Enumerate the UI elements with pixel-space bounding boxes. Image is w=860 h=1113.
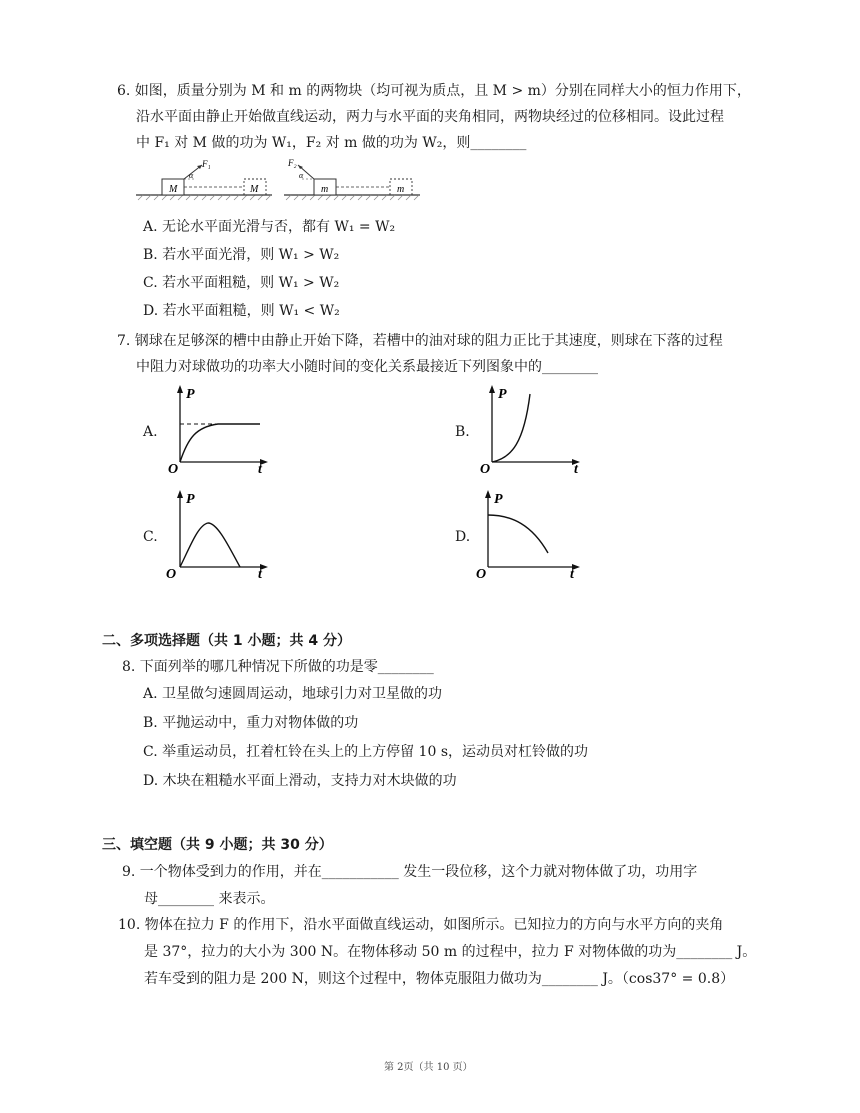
block-m-label: m (321, 184, 329, 195)
F1-label: F₁ (202, 159, 211, 169)
q7-graph-a-label: A. (143, 424, 158, 440)
q6-option-d: D. 若水平面粗糙，则 W₁ < W₂ (143, 303, 340, 319)
q6-option-a: A. 无论水平面光滑与否，都有 W₁ = W₂ (143, 219, 396, 235)
q7-graph-a-curve (180, 424, 260, 462)
page-footer: 第 2页（共 10 页） (384, 1062, 473, 1073)
q6-figure (136, 157, 532, 201)
q7-graph-d-t: t (570, 567, 574, 579)
q7-graph-d-o: O (476, 567, 487, 579)
q7-graph-b (472, 382, 584, 474)
q7-graph-a (160, 382, 272, 474)
q9-line2: 母________ 来表示。 (144, 891, 275, 907)
q7-graph-b-curve (492, 394, 530, 462)
q7-graph-d-label: D. (455, 529, 471, 545)
q8-option-a: A. 卫星做匀速圆周运动，地球引力对卫星做的功 (143, 686, 443, 702)
section-2-title: 二、多项选择题（共 1 小题；共 4 分） (102, 633, 351, 649)
q8-option-c: C. 举重运动员，扛着杠铃在头上的上方停留 10 s，运动员对杠铃做的功 (143, 744, 589, 760)
q10-line3: 若车受到的阻力是 200 N，则这个过程中，物体克服阻力做功为________ J。（cos37° = 0.8） (144, 971, 735, 987)
q8-stem: 8. 下面列举的哪几种情况下所做的功是零________ (122, 659, 434, 675)
q7-stem-line1: 7. 钢球在足够深的槽中由静止开始下降，若槽中的油对球的阻力正比于其速度，则球在下落的过程 (117, 333, 723, 349)
q6-option-c: C. 若水平面粗糙，则 W₁ > W₂ (143, 275, 340, 291)
q7-graph-b-t: t (574, 462, 578, 474)
q6-stem-line1: 6. 如图，质量分别为 M 和 m 的两物块（均可视为质点，且 M > m）分别在同样大小的恒力作用下， (117, 83, 751, 99)
q7-stem-line2: 中阻力对球做功的功率大小随时间的变化关系最接近下列图象中的________ (136, 359, 598, 375)
section-3-title: 三、填空题（共 9 小题；共 30 分） (102, 837, 333, 853)
q7-graph-c-o: O (166, 567, 177, 579)
q7-graph-a-p: P (186, 387, 195, 402)
q7-graph-d-curve (488, 515, 548, 553)
alpha-label-right: α (299, 171, 304, 180)
q7-graph-d-p: P (494, 492, 503, 507)
q7-graph-b-label: B. (455, 424, 470, 440)
q7-graph-c-p: P (186, 492, 195, 507)
q8-option-b: B. 平抛运动中，重力对物体做的功 (143, 715, 359, 731)
q7-graph-c-curve (180, 523, 240, 567)
q7-graph-c-t: t (258, 567, 262, 579)
q10-line2: 是 37°，拉力的大小为 300 N。在物体移动 50 m 的过程中，拉力 F 对物体做的功为________ J。 (144, 944, 757, 960)
block-M-label: M (169, 184, 178, 195)
alpha-label-left: α (189, 171, 194, 180)
block-m-final-label: m (397, 184, 405, 195)
q10-line1: 10. 物体在拉力 F 的作用下，沿水平面做直线运动，如图所示。已知拉力的方向与水平方向的夹角 (118, 917, 724, 933)
q7-graph-a-o: O (168, 462, 179, 474)
F2-label: F₂ (288, 158, 297, 168)
q6-option-b: B. 若水平面光滑，则 W₁ > W₂ (143, 247, 340, 263)
q7-graph-c-label: C. (143, 529, 158, 545)
q7-graph-b-o: O (480, 462, 491, 474)
q7-graph-a-t: t (258, 462, 262, 474)
block-M-final-label: M (250, 184, 259, 195)
q7-graph-d (472, 487, 584, 579)
q7-graph-b-p: P (498, 387, 507, 402)
q8-option-d: D. 木块在粗糙水平面上滑动，支持力对木块做的功 (143, 773, 457, 789)
q9-line1: 9. 一个物体受到力的作用，并在___________ 发生一段位移，这个力就对物体做了功，功用字 (122, 864, 698, 880)
q6-stem-line2: 沿水平面由静止开始做直线运动，两力与水平面的夹角相同，两物块经过的位移相同。设此过程 (136, 109, 724, 125)
q7-graph-c (160, 487, 272, 579)
q6-stem-line3: 中 F₁ 对 M 做的功为 W₁，F₂ 对 m 做的功为 W₂，则________ (136, 135, 527, 151)
